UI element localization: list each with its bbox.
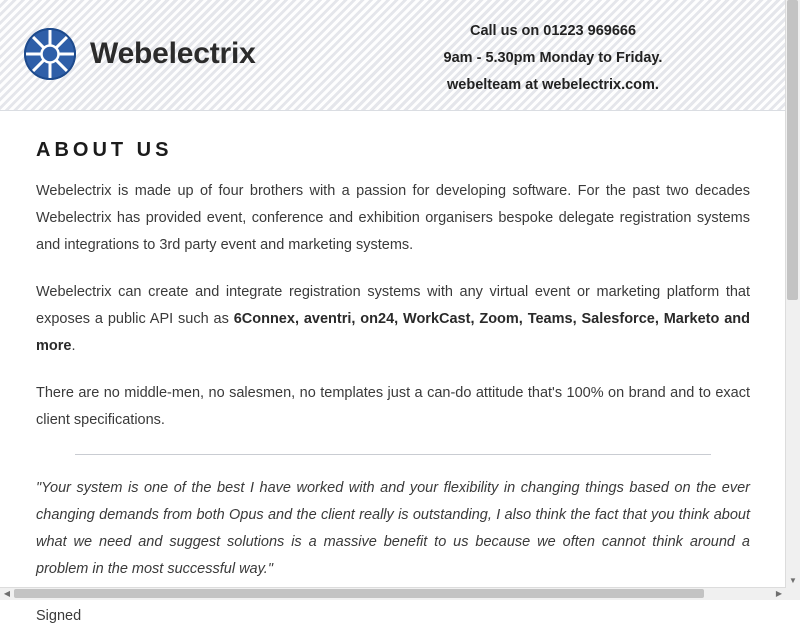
- horizontal-scrollbar[interactable]: [0, 587, 786, 600]
- vertical-scrollbar[interactable]: [785, 0, 800, 588]
- section-divider: [75, 454, 711, 455]
- about-paragraph-3: There are no middle-men, no salesmen, no templates just a can-do attitude that's 100% on brand and to exact client specifications.: [36, 385, 750, 428]
- scroll-left-arrow-icon[interactable]: ◀: [3, 589, 11, 598]
- horizontal-scrollbar-thumb[interactable]: [14, 589, 704, 598]
- contact-phone: Call us on 01223 969666: [469, 23, 637, 39]
- about-paragraph-2-lead: Webelectrix can create and integrate registration systems with any virtual event or marketing platform that exposes a public API such as: [36, 284, 750, 327]
- scrollbar-corner: [786, 588, 800, 600]
- contact-email: webelteam at webelectrix.com.: [447, 77, 659, 93]
- about-paragraph-2: [36, 279, 750, 360]
- contact-hours: 9am - 5.30pm Monday to Friday.: [443, 50, 663, 66]
- site-logo-text: Webelectrix: [90, 37, 256, 70]
- about-section: [0, 139, 786, 630]
- testimonial-quote: "Your system is one of the best I have worked with and your flexibility in changing things based on the ever changing demands from both Opus and the client really is outstanding, I also think the fact that you think about what we need and suggest solutions is a massive benefit to us because we often cannot think around a problem in the most successful way.": [36, 480, 750, 577]
- vertical-scrollbar-thumb[interactable]: [787, 0, 798, 300]
- site-header: [0, 0, 786, 111]
- scroll-down-arrow-icon[interactable]: ▼: [789, 576, 797, 585]
- scroll-right-arrow-icon[interactable]: ▶: [775, 589, 783, 598]
- page-title: ABOUT US: [36, 139, 173, 161]
- platform-list: 6Connex, aventri, on24, WorkCast, Zoom, Teams, Salesforce, Marketo and more: [36, 311, 750, 354]
- site-logo[interactable]: [22, 26, 256, 82]
- testimonial-signed: Signed: [36, 608, 82, 624]
- about-paragraph-1: Webelectrix is made up of four brothers with a passion for developing software. For the past two decades Webelectrix has provided event, conference and exhibition organisers bespoke delegate registration systems and integrations to 3rd party event and marketing systems.: [36, 183, 750, 253]
- starburst-logo-icon: [22, 26, 78, 82]
- contact-block: [338, 18, 768, 99]
- about-paragraph-2-tail: .: [71, 338, 76, 354]
